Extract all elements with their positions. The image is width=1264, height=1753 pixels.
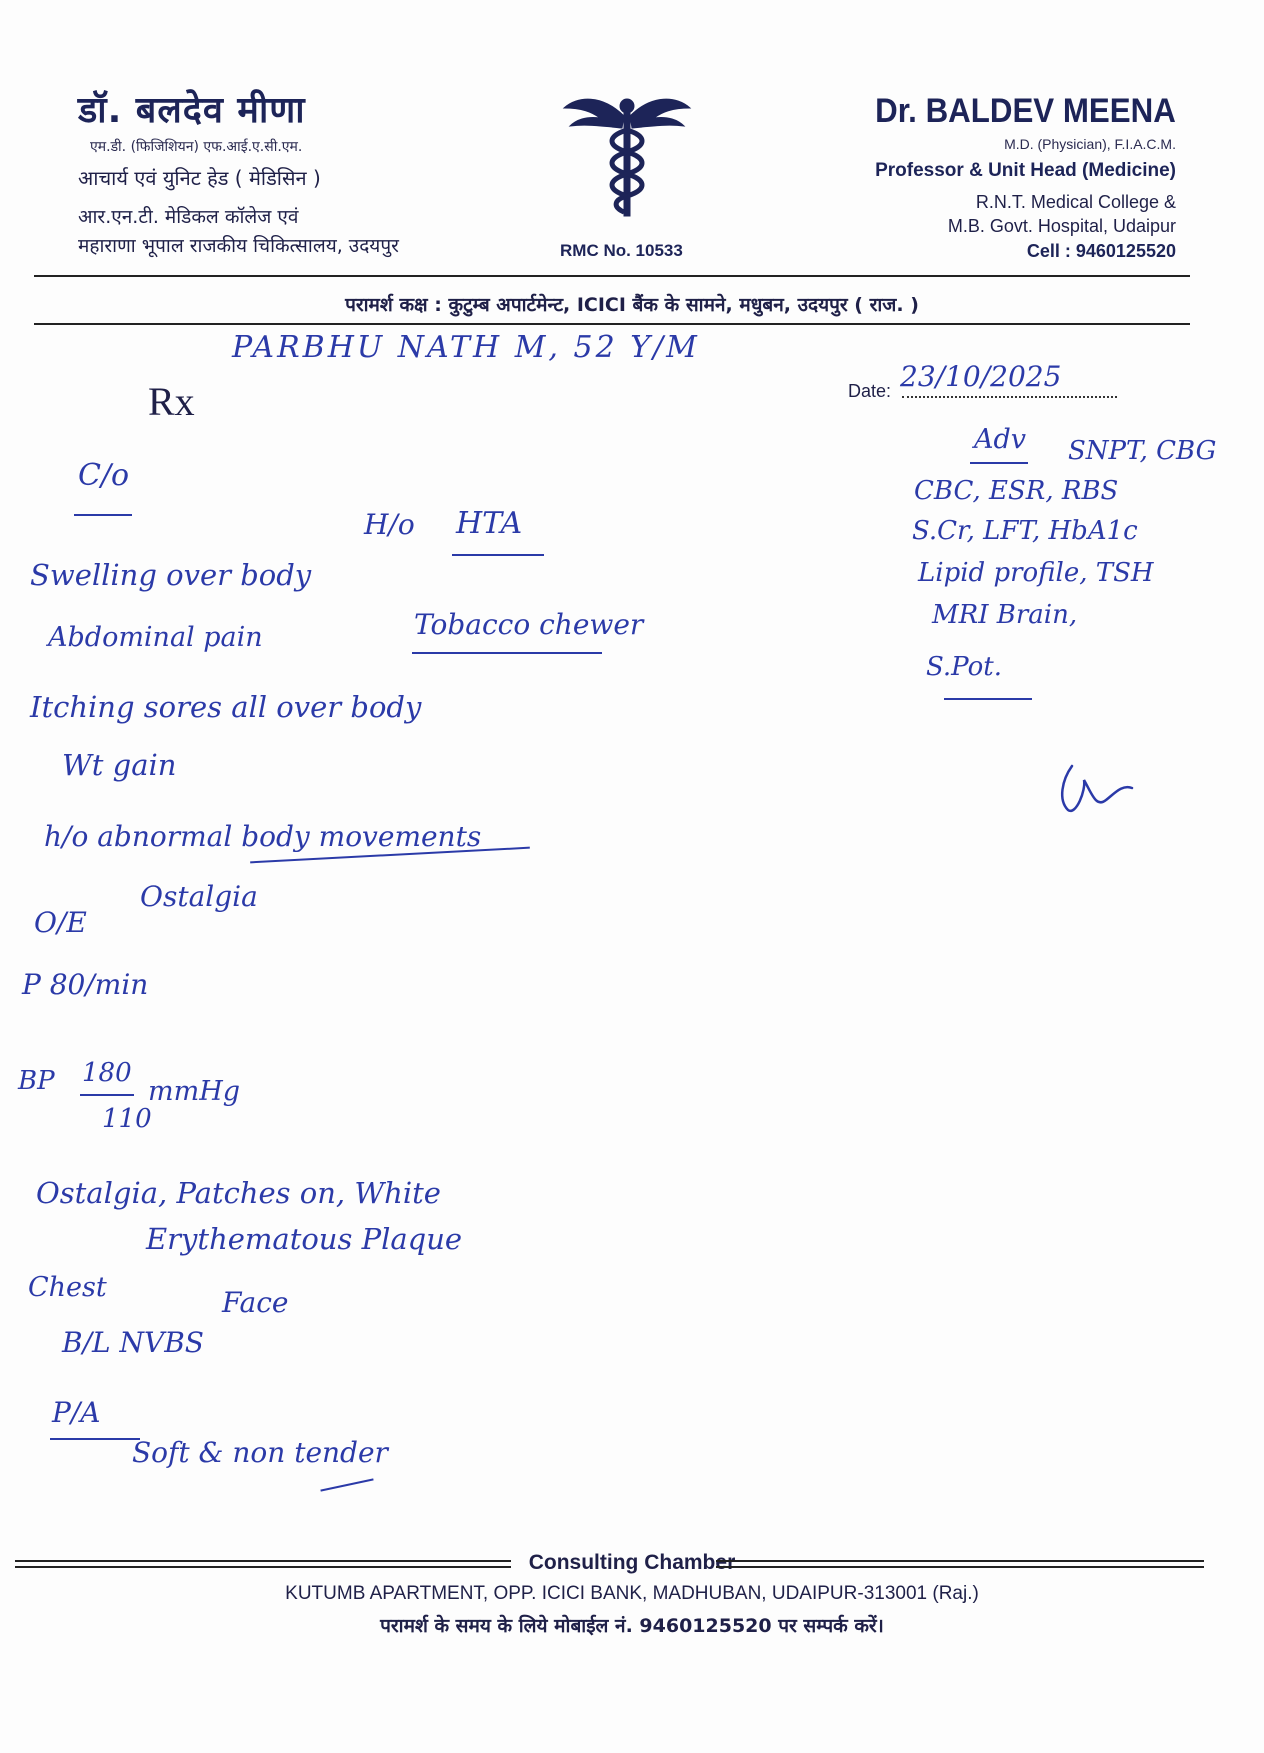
advice-test: CBC, ESR, RBS bbox=[914, 476, 1119, 506]
advice-test: S.Cr, LFT, HbA1c bbox=[912, 516, 1138, 546]
exam-heading: O/E bbox=[34, 906, 87, 939]
chest-exam: B/L NVBS bbox=[62, 1326, 204, 1359]
pa-underline bbox=[50, 1438, 140, 1440]
footer-address: KUTUMB APARTMENT, OPP. ICICI BANK, MADHUBAN, UDAIPUR-313001 (Raj.) bbox=[285, 1583, 979, 1604]
advice-test: S.Pot. bbox=[926, 652, 1002, 682]
skin-exam-line1: Ostalgia, Patches on, White bbox=[36, 1176, 441, 1210]
bp-diastolic: 110 bbox=[102, 1104, 152, 1134]
header-divider-top bbox=[34, 275, 1190, 277]
doctor-degree-english: M.D. (Physician), F.I.A.C.M. bbox=[1004, 136, 1176, 152]
pa-exam: Soft & non tender bbox=[132, 1436, 388, 1469]
doctor-degree-hindi: एम.डी. (फिजिशियन) एफ.आई.ए.सी.एम. bbox=[90, 139, 303, 155]
institution-hindi-line2: महाराणा भूपाल राजकीय चिकित्सालय, उदयपुर bbox=[78, 235, 399, 257]
footer-rule-right bbox=[716, 1560, 1204, 1568]
complaint-item: Swelling over body bbox=[30, 558, 312, 592]
caduceus-icon bbox=[562, 86, 692, 221]
doctor-cell-number: Cell : 9460125520 bbox=[1026, 241, 1176, 261]
rx-symbol: Rx bbox=[148, 379, 195, 424]
advice-test: SNPT, CBG bbox=[1068, 436, 1217, 466]
habit-underline bbox=[412, 652, 602, 654]
rmc-number: RMC No. 10533 bbox=[560, 241, 683, 260]
date-label: Date: bbox=[848, 381, 892, 401]
bp-systolic: 180 bbox=[82, 1058, 132, 1088]
complaints-underline bbox=[74, 514, 132, 516]
chest-label: Chest bbox=[28, 1272, 107, 1303]
advice-end-underline bbox=[944, 698, 1032, 700]
complaint-item: Abdominal pain bbox=[48, 622, 263, 653]
complaints-heading: C/o bbox=[78, 458, 130, 493]
bp-unit: mmHg bbox=[148, 1076, 241, 1107]
advice-underline bbox=[970, 462, 1028, 464]
doctor-title-hindi: आचार्य एवं युनिट हेड ( मेडिसिन ) bbox=[78, 166, 321, 190]
face-label: Face bbox=[222, 1286, 289, 1319]
history-underline bbox=[452, 554, 544, 556]
institution-hindi-line1: आर.एन.टी. मेडिकल कॉलेज एवं bbox=[78, 206, 299, 228]
doctor-name-hindi: डॉ. बलदेव मीणा bbox=[78, 90, 306, 131]
institution-english-line1: R.N.T. Medical College & bbox=[975, 192, 1176, 212]
skin-exam-line2: Erythematous Plaque bbox=[146, 1222, 463, 1256]
history2-continuation: Ostalgia bbox=[140, 880, 258, 913]
complaint-item: Wt gain bbox=[62, 748, 177, 782]
prescription-date: 23/10/2025 bbox=[900, 360, 1062, 393]
institution-english-line2: M.B. Govt. Hospital, Udaipur bbox=[947, 216, 1176, 236]
advice-test: Lipid profile, TSH bbox=[918, 558, 1154, 588]
doctor-signature-icon bbox=[1056, 760, 1136, 820]
history-label: H/o bbox=[364, 508, 415, 541]
header-divider-bottom bbox=[34, 323, 1190, 325]
advice-test: MRI Brain, bbox=[932, 600, 1078, 630]
history2-note: h/o abnormal body movements bbox=[44, 820, 482, 853]
doctor-title-english: Professor & Unit Head (Medicine) bbox=[875, 160, 1176, 181]
date-dotted-line bbox=[902, 396, 1117, 398]
bp-label: BP bbox=[18, 1066, 55, 1096]
footer-contact: परामर्श के समय के लिये मोबाईल नं. 9460125520 पर सम्पर्क करें। bbox=[380, 1615, 884, 1637]
chamber-address-hindi: परामर्श कक्ष : कुटुम्ब अपार्टमेन्ट, ICICI बैंक के सामने, मधुबन, उदयपुर ( राज. ) bbox=[345, 294, 919, 316]
bp-fraction-line bbox=[80, 1094, 134, 1096]
doctor-name-english: Dr. BALDEV MEENA bbox=[875, 92, 1176, 130]
patient-name-age: PARBHU NATH M, 52 Y/M bbox=[232, 330, 700, 365]
footer-title: Consulting Chamber bbox=[528, 1551, 736, 1574]
pa-label: P/A bbox=[52, 1396, 101, 1429]
advice-heading: Adv bbox=[974, 424, 1027, 455]
pa-exam-underline bbox=[320, 1478, 373, 1491]
pulse-reading: P 80/min bbox=[22, 968, 149, 1001]
complaint-item: Itching sores all over body bbox=[30, 690, 422, 724]
history-value: HTA bbox=[456, 506, 523, 541]
habit-note: Tobacco chewer bbox=[414, 608, 644, 641]
